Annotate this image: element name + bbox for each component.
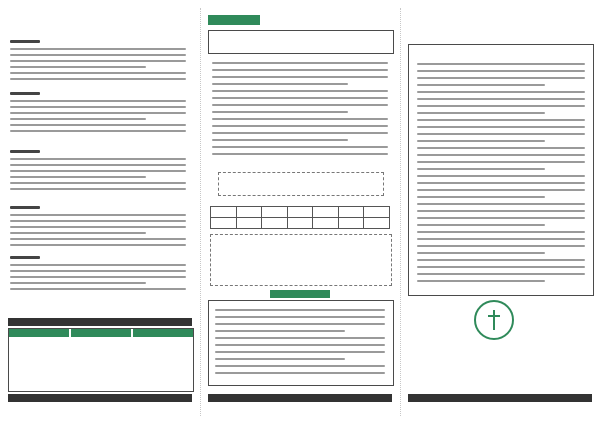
left-section-line [10,66,146,68]
left-section-line [10,188,186,190]
right-meditation-line [417,189,585,191]
right-panel [400,0,600,424]
right-meditation-line [417,91,585,93]
mid-program-line [212,104,388,106]
left-section-line [10,158,186,160]
mid-program-line [212,139,348,141]
right-meditation-line [417,245,585,247]
right-meditation-line [417,203,585,205]
right-meditation-line [417,63,585,65]
left-section-line [10,106,186,108]
church-logo [474,300,514,340]
right-meditation-line [417,238,585,240]
mid-staff-line [215,337,385,339]
right-meditation-line [417,273,585,275]
left-footer-band [8,394,192,402]
right-meditation-line [417,210,585,212]
left-section-line [10,238,186,240]
mid-week-table [210,206,390,229]
mid-program-line [212,125,388,127]
right-meditation-line [417,105,585,107]
left-section-line [10,270,186,272]
mid-program-line [212,69,388,71]
left-panel [0,0,200,424]
mid-prayer-box [218,172,384,196]
right-meditation-line [417,196,545,198]
left-section-heading [10,256,40,259]
left-section-line [10,48,186,50]
left-section-line [10,54,186,56]
right-meditation-line [417,126,585,128]
right-meditation-line [417,140,545,142]
left-section-line [10,282,146,284]
left-bottom-table [8,328,194,392]
left-section-line [10,124,186,126]
left-table-head-3 [133,329,193,337]
right-meditation-line [417,112,545,114]
mid-program-line [212,132,388,134]
church-logo-icon [476,302,512,338]
right-meditation-line [417,217,585,219]
left-section-line [10,288,186,290]
mid-staff-line [215,316,385,318]
left-table-head-2 [71,329,131,337]
mid-staff-line [215,372,385,374]
right-meditation-line [417,168,545,170]
left-section-heading [10,40,40,43]
right-meditation-line [417,252,545,254]
right-meditation-line [417,231,585,233]
left-section-line [10,100,186,102]
left-section-line [10,112,186,114]
left-section-line [10,220,186,222]
left-section-line [10,60,186,62]
right-footer-band [408,394,592,402]
left-section-heading [10,206,40,209]
right-meditation-line [417,266,585,268]
mid-staff-line [215,351,385,353]
mid-notice-box [208,30,394,54]
left-section-line [10,176,146,178]
right-meditation-line [417,154,585,156]
right-meditation-line [417,84,545,86]
right-meditation-box [408,44,594,296]
right-meditation-line [417,70,585,72]
right-meditation-line [417,161,585,163]
mid-staff-line [215,344,385,346]
left-section-line [10,182,186,184]
right-meditation-line [417,147,585,149]
mid-staff-line [215,323,385,325]
left-section-line [10,276,186,278]
right-meditation-line [417,280,545,282]
left-section-line [10,244,186,246]
left-section-line [10,164,186,166]
mid-staff-line [215,309,385,311]
mid-program-line [212,97,388,99]
left-section-line [10,264,186,266]
right-meditation-line [417,175,585,177]
mid-bulletin-box [210,234,392,286]
left-section-line [10,170,186,172]
left-section-line [10,232,146,234]
left-section-heading [10,150,40,153]
left-section-line [10,78,186,80]
right-meditation-line [417,133,585,135]
middle-panel [200,0,400,424]
left-section-line [10,118,146,120]
left-section-line [10,130,186,132]
mid-header-label [208,15,260,25]
left-table-head-1 [9,329,69,337]
left-divider-band [8,318,192,326]
right-meditation-line [417,77,585,79]
mid-program-line [212,146,388,148]
right-meditation-line [417,119,585,121]
left-section-line [10,214,186,216]
left-section-line [10,226,186,228]
right-meditation-line [417,224,545,226]
mid-program-line [212,76,388,78]
mid-footer-band [208,394,392,402]
mid-program-line [212,153,388,155]
left-section-heading [10,92,40,95]
right-meditation-line [417,259,585,261]
mid-staff-line [215,365,385,367]
mid-staff-band [270,290,330,298]
right-meditation-line [417,182,585,184]
mid-staff-box [208,300,394,386]
mid-program-line [212,118,388,120]
mid-program-line [212,90,388,92]
mid-staff-line [215,358,345,360]
left-section-line [10,72,186,74]
mid-staff-line [215,330,345,332]
mid-program-line [212,111,348,113]
mid-program-line [212,62,388,64]
right-meditation-line [417,98,585,100]
mid-program-line [212,83,348,85]
